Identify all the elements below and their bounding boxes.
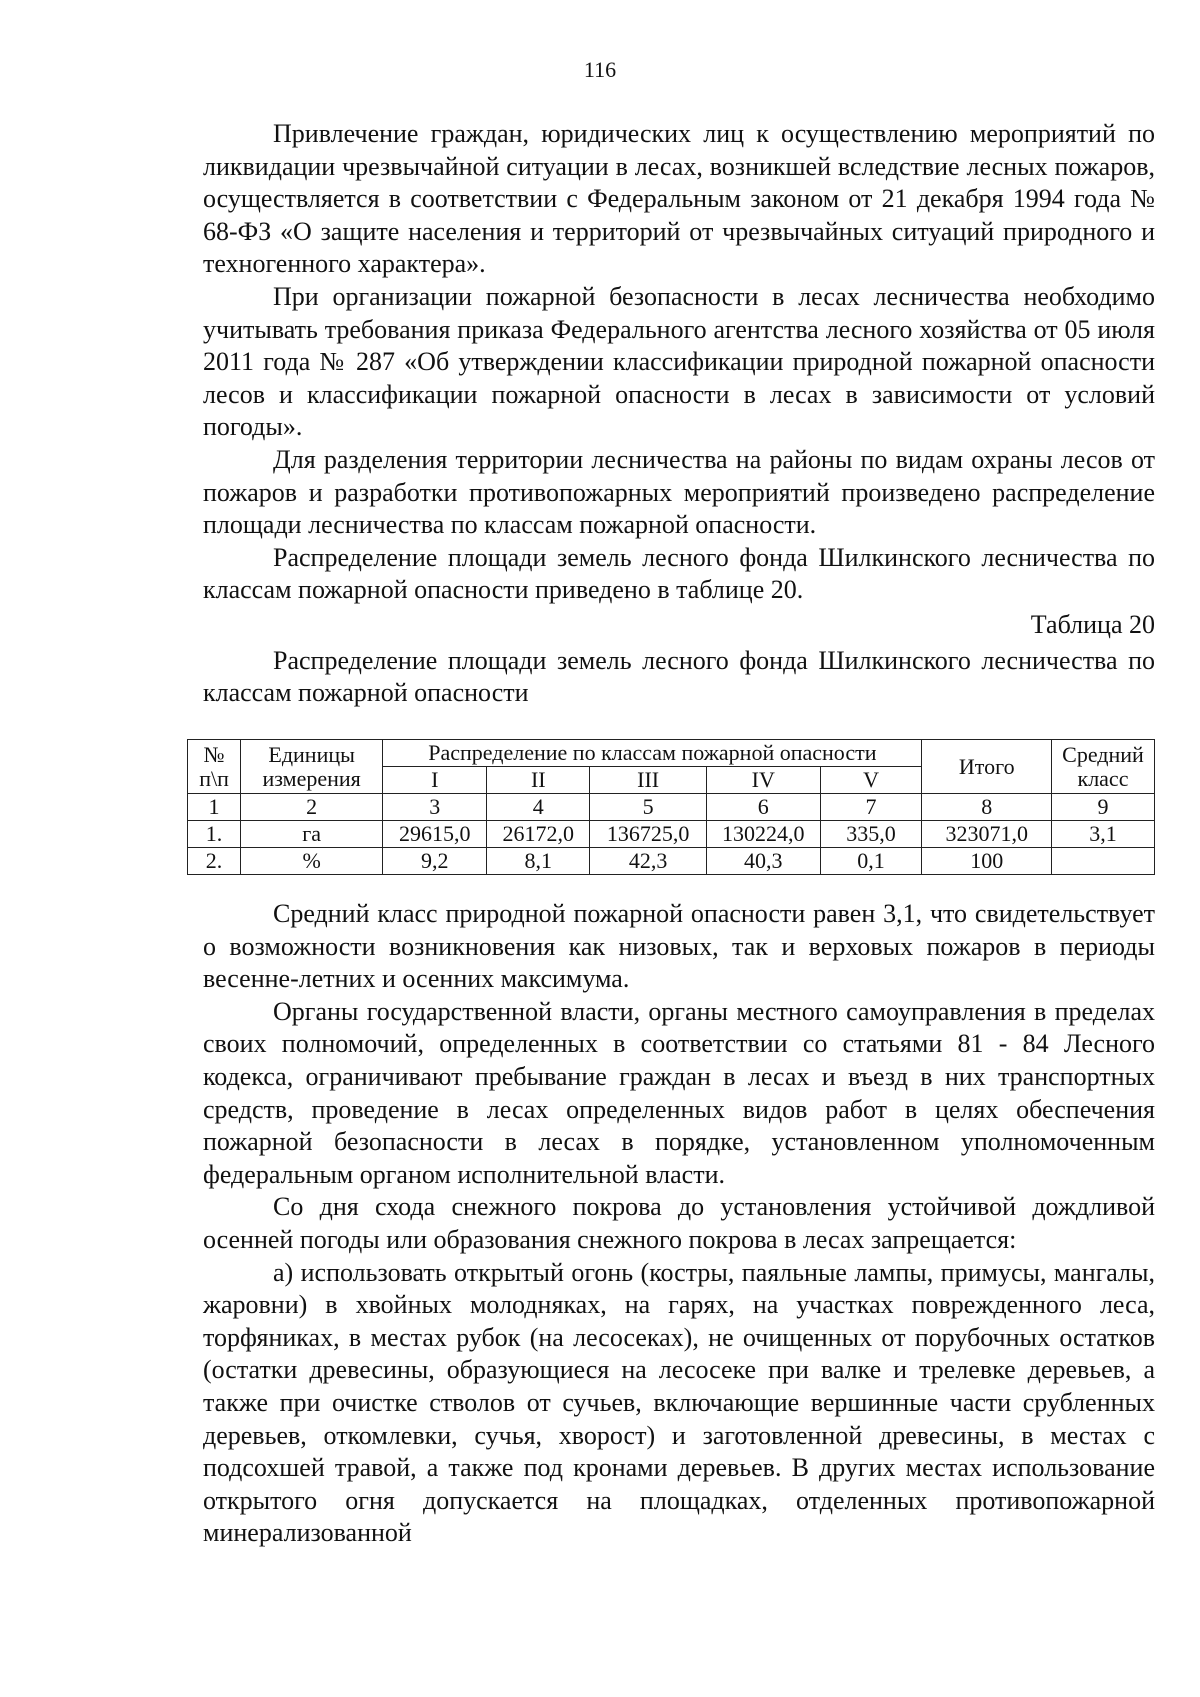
- column-number: 5: [590, 794, 707, 821]
- header-total: Итого: [922, 740, 1051, 794]
- fire-class-table: [187, 739, 1155, 875]
- header-class: V: [820, 767, 922, 794]
- table-cell: 29615,0: [383, 821, 487, 848]
- column-number: 8: [922, 794, 1051, 821]
- body-text-bottom: [203, 898, 1155, 1550]
- header-class: II: [487, 767, 590, 794]
- table-cell: га: [241, 821, 383, 848]
- paragraph: Привлечение граждан, юридических лиц к осуществлению мероприятий по ликвидации чрезвычайной ситуации в лесах, возникшей вследствие лесных пожаров, осуществляется в соответствии с Федеральным законом от 21 декабря 1994 года № 68-ФЗ «О защите населения и территорий от чрезвычайных ситуаций природного и техногенного характера».: [203, 119, 1155, 279]
- table-cell: 2.: [188, 848, 241, 875]
- body-text-top: [203, 118, 1155, 727]
- page-number: 116: [583, 57, 617, 82]
- table-cell: 42,3: [590, 848, 707, 875]
- column-number: 1: [188, 794, 241, 821]
- table-row: [188, 848, 1155, 875]
- column-numbers-row: [188, 794, 1155, 821]
- paragraph: Со дня схода снежного покрова до установления устойчивой дождливой осенней погоды или образования снежного покрова в лесах запрещается:: [203, 1192, 1155, 1254]
- column-number: 2: [241, 794, 383, 821]
- column-number: 3: [383, 794, 487, 821]
- table-cell: 40,3: [707, 848, 821, 875]
- table-cell: 1.: [188, 821, 241, 848]
- table-cell: 323071,0: [922, 821, 1051, 848]
- paragraph: Распределение площади земель лесного фонда Шилкинского лесничества по классам пожарной опасности приведено в таблице 20.: [203, 542, 1155, 605]
- table-cell: 130224,0: [707, 821, 821, 848]
- paragraph: Для разделения территории лесничества на районы по видам охраны лесов от пожаров и разработки противопожарных мероприятий произведено распределение площади лесничества по классам пожарной опасности.: [203, 444, 1155, 540]
- table-cell: 100: [922, 848, 1051, 875]
- header-class: I: [383, 767, 487, 794]
- paragraph: а) использовать открытый огонь (костры, паяльные лампы, примусы, мангалы, жаровни) в хвойных молодняках, на гарях, на участках поврежденного леса, торфяниках, в местах рубок (на лесосеках), не очищенных от порубочных остатков (остатки древесины, образующиеся на лесосеке при валке и трелевке деревьев, а также при очистке стволов от сучьев, включающие вершинные части срубленных деревьев, откомлевки, сучья, хворост) и заготовленной древесины, в местах с подсохшей травой, а также под кронами деревьев. В других местах использование открытого огня допускается на площадках, отделенных противопожарной минерализованной: [203, 1257, 1155, 1548]
- table-row: [188, 821, 1155, 848]
- table-title: Распределение площади земель лесного фонда Шилкинского лесничества по классам пожарной опасности: [203, 645, 1155, 708]
- header-units: Единицы измерения: [241, 740, 383, 794]
- column-number: 4: [487, 794, 590, 821]
- column-number: 9: [1051, 794, 1154, 821]
- table-cell: 0,1: [820, 848, 922, 875]
- paragraph: Средний класс природной пожарной опасности равен 3,1, что свидетельствует о возможности возникновения как низовых, так и верховых пожаров в периоды весенне-летних и осенних максимума.: [203, 899, 1155, 994]
- table-cell: 335,0: [820, 821, 922, 848]
- table-cell: 9,2: [383, 848, 487, 875]
- column-number: 7: [820, 794, 922, 821]
- header-avg-class: Средний класс: [1051, 740, 1154, 794]
- paragraph: При организации пожарной безопасности в лесах лесничества необходимо учитывать требования приказа Федерального агентства лесного хозяйства от 05 июля 2011 года № 287 «Об утверждении классификации природной пожарной опасности лесов и классификации пожарной опасности в лесах в зависимости от условий погоды».: [203, 281, 1155, 442]
- table-cell: [1051, 848, 1154, 875]
- header-distribution: Распределение по классам пожарной опасности: [383, 740, 922, 767]
- table-label: Таблица 20: [1030, 609, 1155, 639]
- header-class: III: [590, 767, 707, 794]
- table-cell: 8,1: [487, 848, 590, 875]
- table-cell: 26172,0: [487, 821, 590, 848]
- table-cell: 3,1: [1051, 821, 1154, 848]
- header-num: № п\п: [188, 740, 241, 794]
- header-class: IV: [707, 767, 821, 794]
- table-header-row: [188, 740, 1155, 767]
- column-number: 6: [707, 794, 821, 821]
- table-cell: 136725,0: [590, 821, 707, 848]
- table-cell: %: [241, 848, 383, 875]
- paragraph: Органы государственной власти, органы местного самоуправления в пределах своих полномочий, определенных в соответствии со статьями 81 - 84 Лесного кодекса, ограничивают пребывание граждан в лесах и въезд в них транспортных средств, проведение в лесах определенных видов работ в целях обеспечения пожарной безопасности в лесах в порядке, установленном уполномоченным федеральным органом исполнительной власти.: [203, 996, 1155, 1189]
